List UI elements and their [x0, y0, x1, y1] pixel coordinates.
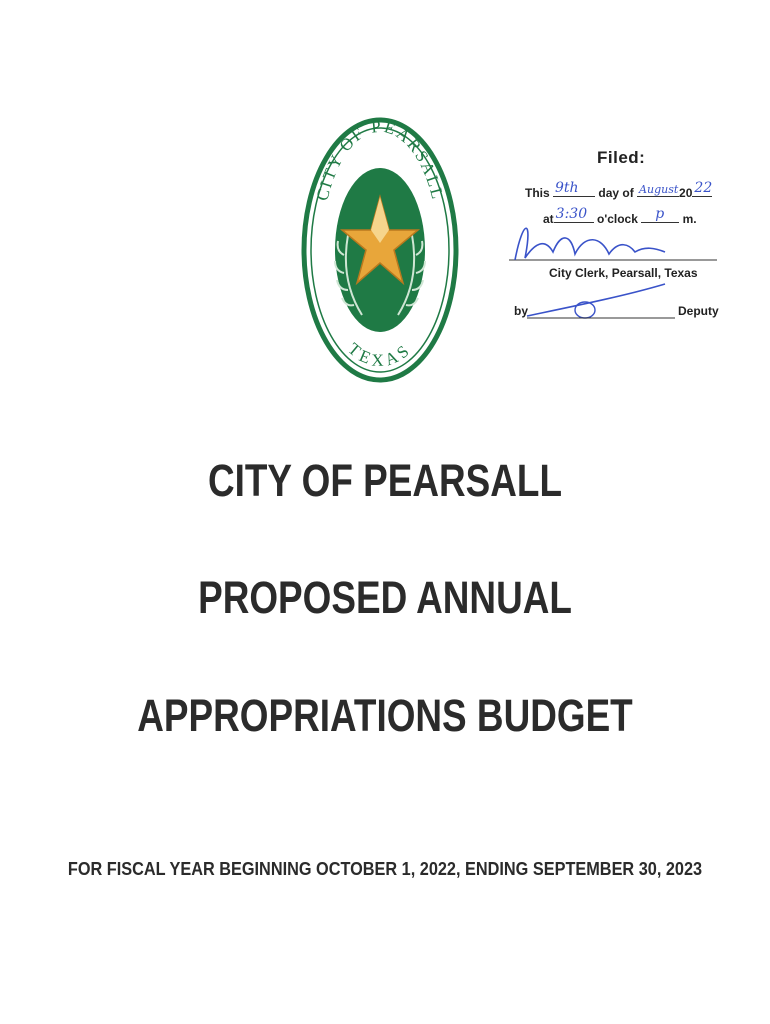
filed-heading: Filed:	[597, 148, 646, 167]
filed-time-line: at 3:30 o'clock p m.	[543, 206, 697, 226]
document-title-line2: PROPOSED ANNUAL	[198, 572, 572, 623]
document-title-line3: APPROPRIATIONS BUDGET	[137, 690, 633, 741]
filed-stamp	[505, 148, 735, 348]
city-seal-graphic	[300, 115, 460, 385]
handwritten-day: 9th	[555, 180, 579, 196]
handwritten-ampm: p	[655, 206, 665, 222]
seal-top-text: CITY OF PEARSALL	[312, 116, 448, 203]
document-title-line1: CITY OF PEARSALL	[207, 455, 562, 506]
handwritten-month: August	[639, 183, 679, 196]
clerk-signature	[505, 148, 735, 348]
handwritten-year: 22	[694, 180, 713, 196]
city-seal	[300, 115, 460, 385]
seal-bottom-text: TEXAS	[344, 339, 416, 370]
clerk-label: City Clerk, Pearsall, Texas	[549, 266, 698, 280]
handwritten-time: 3:30	[555, 206, 588, 222]
document-subtitle: FOR FISCAL YEAR BEGINNING OCTOBER 1, 2022, ENDING SEPTEMBER 30, 2023	[67, 858, 703, 879]
deputy-label: Deputy	[678, 304, 719, 318]
filed-date-line: This 9th day of August 20 22	[525, 180, 713, 200]
deputy-prefix: by	[514, 304, 529, 318]
